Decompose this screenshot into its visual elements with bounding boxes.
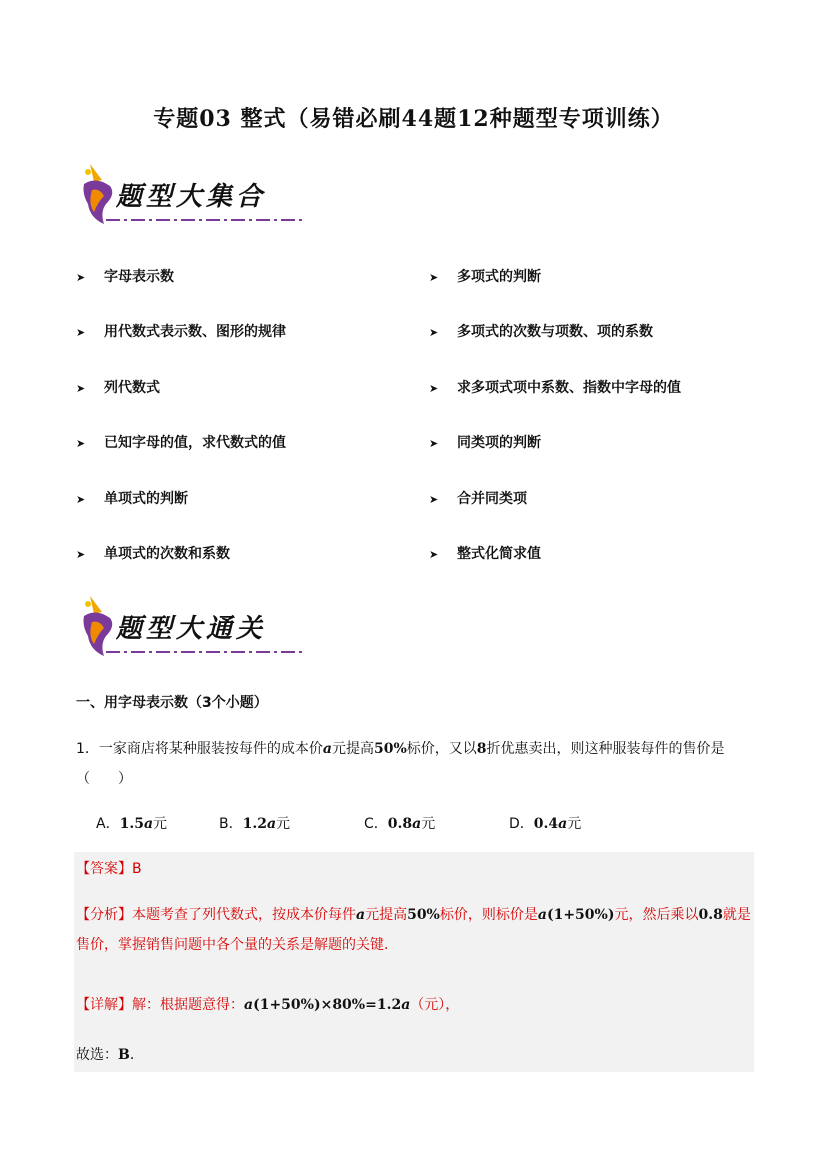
arrow-icon: ➤ — [76, 493, 86, 506]
toc-item: ➤ 同类项的判断 — [429, 435, 541, 451]
arrow-icon: ➤ — [429, 437, 439, 450]
toc-item: ➤ 多项式的次数与项数、项的系数 — [429, 324, 653, 340]
arrow-icon: ➤ — [76, 548, 86, 561]
answer-line: 【答案】B — [76, 861, 142, 877]
banner-question-practice — [76, 592, 316, 662]
option-a[interactable]: A．1.5a元 — [96, 816, 168, 832]
arrow-icon: ➤ — [429, 326, 439, 339]
toc-item: ➤ 已知字母的值，求代数式的值 — [76, 435, 286, 451]
arrow-icon: ➤ — [76, 437, 86, 450]
toc-item: ➤ 单项式的判断 — [76, 491, 188, 507]
arrow-icon: ➤ — [429, 493, 439, 506]
toc-item: ➤ 字母表示数 — [76, 269, 174, 285]
toc-item: ➤ 整式化简求值 — [429, 546, 541, 562]
toc-item: ➤ 单项式的次数和系数 — [76, 546, 230, 562]
toc-item: ➤ 多项式的判断 — [429, 269, 541, 285]
arrow-icon: ➤ — [76, 271, 86, 284]
page-title: 专题03 整式（易错必刷44题12种题型专项训练） — [153, 106, 674, 132]
toc-item: ➤ 列代数式 — [76, 380, 160, 396]
arrow-icon: ➤ — [429, 382, 439, 395]
detail-text: 【详解】解：根据题意得：a(1+50%)×80%=1.2a（元）， — [76, 997, 460, 1013]
toc-item: ➤ 合并同类项 — [429, 491, 527, 507]
option-d[interactable]: D．0.4a元 — [509, 816, 582, 832]
arrow-icon: ➤ — [76, 382, 86, 395]
choose-text: 故选：B． — [76, 1047, 144, 1063]
analysis-text: 【分析】本题考查了列代数式，按成本价每件a元提高50%标价，则标价是a(1+50%)元，然后乘以0.8就是售价，掌握销售问题中各个量的关系是解题的关键． — [76, 907, 751, 953]
banner-title: 题型大通关 — [116, 614, 267, 644]
arrow-icon: ➤ — [76, 326, 86, 339]
option-c[interactable]: C．0.8a元 — [364, 816, 436, 832]
section-heading: 一、用字母表示数（3个小题） — [76, 695, 268, 711]
option-b[interactable]: B．1.2a元 — [219, 816, 291, 832]
answer-box — [74, 852, 754, 1072]
toc-item: ➤ 用代数式表示数、图形的规律 — [76, 324, 286, 340]
toc-item: ➤ 求多项式项中系数、指数中字母的值 — [429, 380, 681, 396]
arrow-icon: ➤ — [429, 548, 439, 561]
banner-question-types — [76, 160, 316, 230]
arrow-icon: ➤ — [429, 271, 439, 284]
question-1: 1．一家商店将某种服装按每件的成本价a元提高50%标价，又以8折优惠卖出，则这种服装每件的售价是 （ ） — [76, 741, 725, 787]
banner-title: 题型大集合 — [116, 182, 267, 212]
